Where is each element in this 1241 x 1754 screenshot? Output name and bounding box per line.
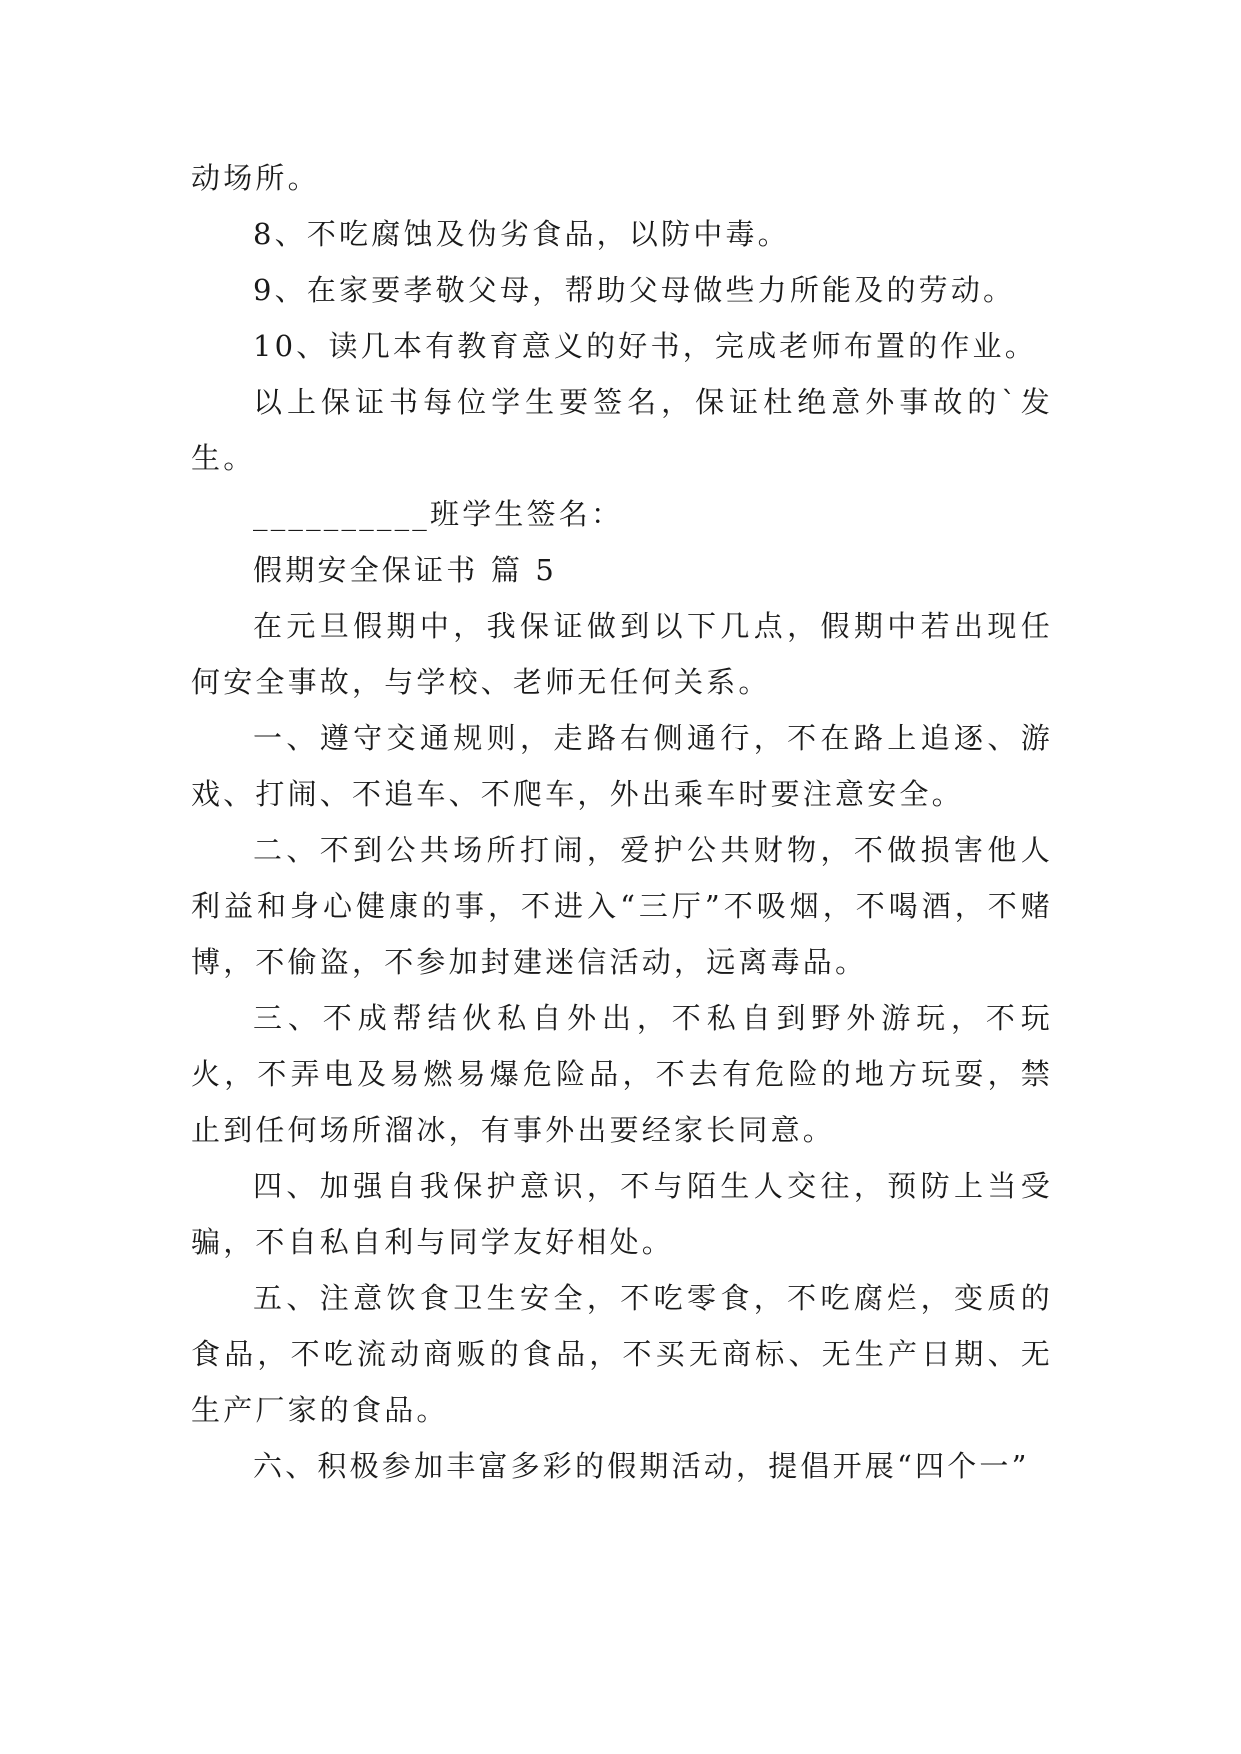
pledge-intro: 在元旦假期中，我保证做到以下几点，假期中若出现任何安全事故，与学校、老师无任何关系。: [191, 609, 1053, 699]
pledge-item-3: 三、不成帮结伙私自外出，不私自到野外游玩，不玩火，不弄电及易燃易爆危险品，不去有危险的地方玩耍，禁止到任何场所溜冰，有事外出要经家长同意。: [191, 1001, 1053, 1147]
pledge-item-2: 二、不到公共场所打闹，爱护公共财物，不做损害他人利益和身心健康的事，不进入“三厅”不吸烟，不喝酒，不赌博，不偷盗，不参加封建迷信活动，远离毒品。: [191, 833, 1053, 979]
document-body: [191, 150, 1053, 1494]
section-title: 假期安全保证书 篇 5: [253, 553, 558, 587]
paragraph-continuation: 动场所。: [191, 161, 320, 195]
rule-item-10: 10、读几本有教育意义的好书，完成老师布置的作业。: [253, 329, 1037, 363]
rule-item-8: 8、不吃腐蚀及伪劣食品，以防中毒。: [253, 217, 790, 251]
rule-item-9: 9、在家要孝敬父母，帮助父母做些力所能及的劳动。: [253, 273, 1016, 307]
pledge-item-6: 六、积极参加丰富多彩的假期活动，提倡开展“四个一”: [253, 1449, 1030, 1483]
pledge-item-4: 四、加强自我保护意识，不与陌生人交往，预防上当受骗，不自私自利与同学友好相处。: [191, 1169, 1053, 1259]
class-signature-line: __________班学生签名：: [253, 497, 624, 531]
pledge-item-5: 五、注意饮食卫生安全，不吃零食，不吃腐烂，变质的食品，不吃流动商贩的食品，不买无商标、无生产日期、无生产厂家的食品。: [191, 1281, 1053, 1427]
pledge-item-1: 一、遵守交通规则，走路右侧通行，不在路上追逐、游戏、打闹、不追车、不爬车，外出乘车时要注意安全。: [191, 721, 1053, 811]
signature-instruction: 以上保证书每位学生要签名，保证杜绝意外事故的`发生。: [191, 385, 1053, 475]
